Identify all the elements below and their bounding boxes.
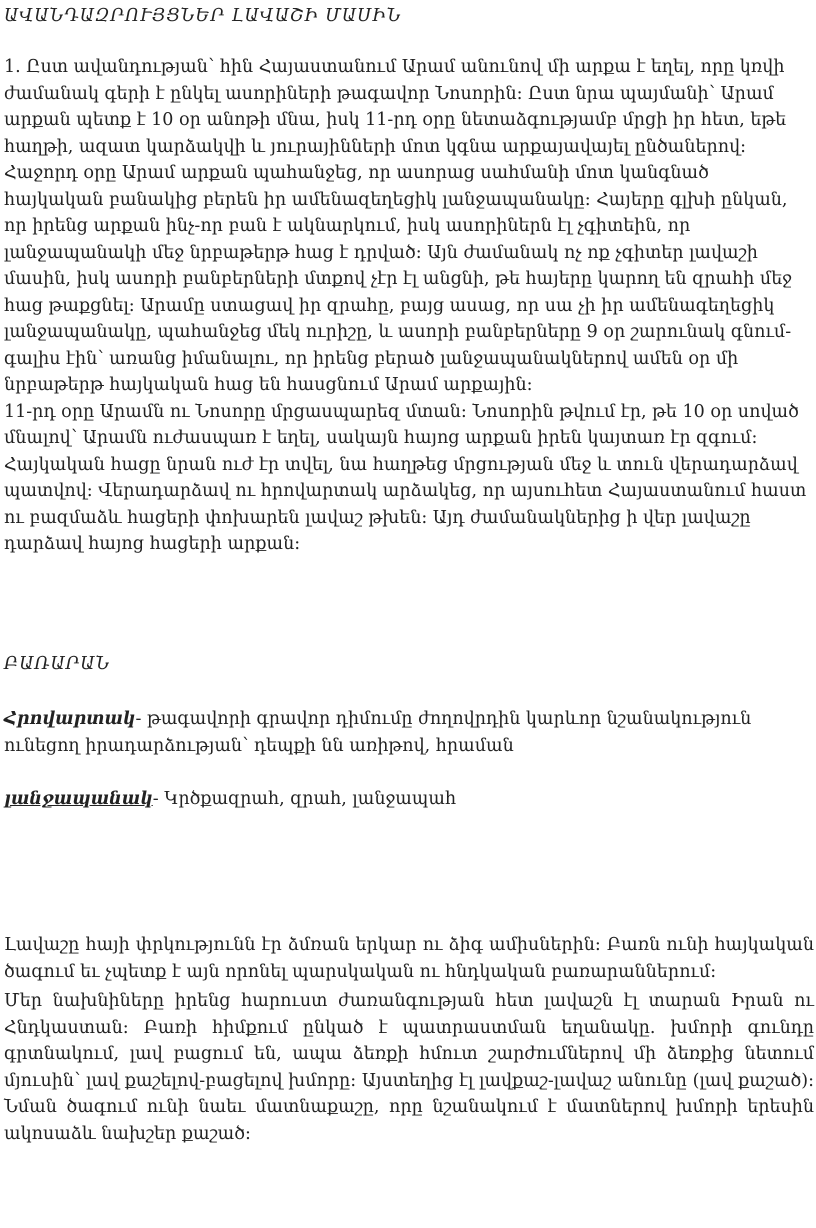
glossary-entry	[4, 786, 812, 813]
page-title: ԱՎԱՆԴԱԶՐՈՒՅՑՆԵՐ ԼԱՎԱՇԻ ՄԱՍԻՆ	[4, 6, 402, 26]
glossary-term: լանջապանակ	[4, 789, 153, 809]
story-paragraph-1: 1. Ըստ ավանդության՝ հին Հայաստանում Արամ անունով մի արքա է եղել, որը կռվի ժամանակ գերի է ընկել ասորիների թագավոր Նոսորին: Ըստ նրա պայմանի՝ Արամ արքան պետք է 10 օր անոթի մնա, իսկ 11-րդ օրը նետաձգությամբ մրցի իր հետ, եթե հաղթի, ազատ կարձակվի և յուրայինների մոտ կգնա արքայավայել ընծաներով: Հաջորդ օրը Արամ արքան պահանջեց, որ ասորաց սահմանի մոտ կանգնած հայկական բանակից բերեն իր ամենազեղեցիկ լանջապանակը: Հայերը գլխի ընկան, որ իրենց արքան ինչ-որ բան է ակնարկում, իսկ ասորիներն էլ չգիտեին, որ լանջապանակի մեջ նրբաթերթ հաց է դրված: Այն ժամանակ ոչ ոք չգիտեր լավաշի մասին, իսկ ասորի բանբերների մտքով չէր էլ անցնի, թե հայերը կարող են զրահի մեջ հաց թաքցնել: Արամը ստացավ իր զրահը, բայց ասաց, որ սա չի իր ամենագեղեցիկ լանջապանակը, պահանջեց մեկ ուրիշը, և ասորի բանբերները 9 օր շարունակ գնում-գալիս էին՝ առանց իմանալու, որ իրենց բերած լանջապանակներով ամեն օր մի նրբաթերթ հայկական հաց են հասցնում Արամ արքային:	[4, 57, 793, 395]
origin-paragraph-1: Լավաշը հայի փրկությունն էր ձմռան երկար ու ձիգ ամիսներին: Բառն ունի հայկական ծագում եւ չպետք է այն որոնել պարսկական ու հնդկական բառարաններում:	[4, 935, 814, 982]
glossary-term: Հրովարտակ	[4, 709, 136, 729]
glossary-heading: ԲԱՌԱՐԱՆ	[4, 654, 111, 674]
glossary-definition: - Կրծքազրահ, զրահ, լանջապահ	[152, 789, 457, 809]
glossary-definition: - թագավորի գրավոր դիմումը ժողովրդին կարևոր նշանակություն ունեցող իրադարձության՝ դեպքի նն առիթով, հրաման	[4, 709, 752, 756]
story-paragraph-2: 11-րդ օրը Արամն ու Նոսորը մրցասպարեզ մտան: Նոսորին թվում էր, թե 10 օր սոված մնալով՝ Արամն ուժասպառ է եղել, սակայն հայոց արքան իրեն կայտառ էր զգում: Հայկական հացը նրան ուժ էր տվել, նա հաղթեց մրցության մեջ և տուն վերադարձավ պատվով: Վերադարձավ ու հրովարտակ արձակեց, որ այսուհետ Հայաստանում հաստ ու բազմաձև հացերի փոխարեն լավաշ թխեն: Այդ ժամանակներից ի վեր լավաշը դարձավ հայոց հացերի արքան:	[4, 401, 807, 554]
legend-story	[4, 54, 812, 558]
glossary-entry	[4, 706, 812, 759]
origin-paragraph-2: Մեր նախնիները իրենց հարուստ ժառանգության հետ լավաշն էլ տարան Իրան ու Հնդկաստան: Բառի հիմքում ընկած է պատրաստման եղանակը. խմորի գունդը գրտնակում, լավ բացում են, ապա ձեռքի հմուտ շարժումներով մի ձեռքից նետում մյուսին՝ լավ քաշելով-բացելով խմորը: Այստեղից էլ լավքաշ-լավաշ անունը (լավ քաշած): Նման ծագում ունի նաեւ մատնաքաշը, որը նշանակում է մատներով խմորի երեսին ակոսաձև նախշեր քաշած:	[4, 991, 814, 1144]
